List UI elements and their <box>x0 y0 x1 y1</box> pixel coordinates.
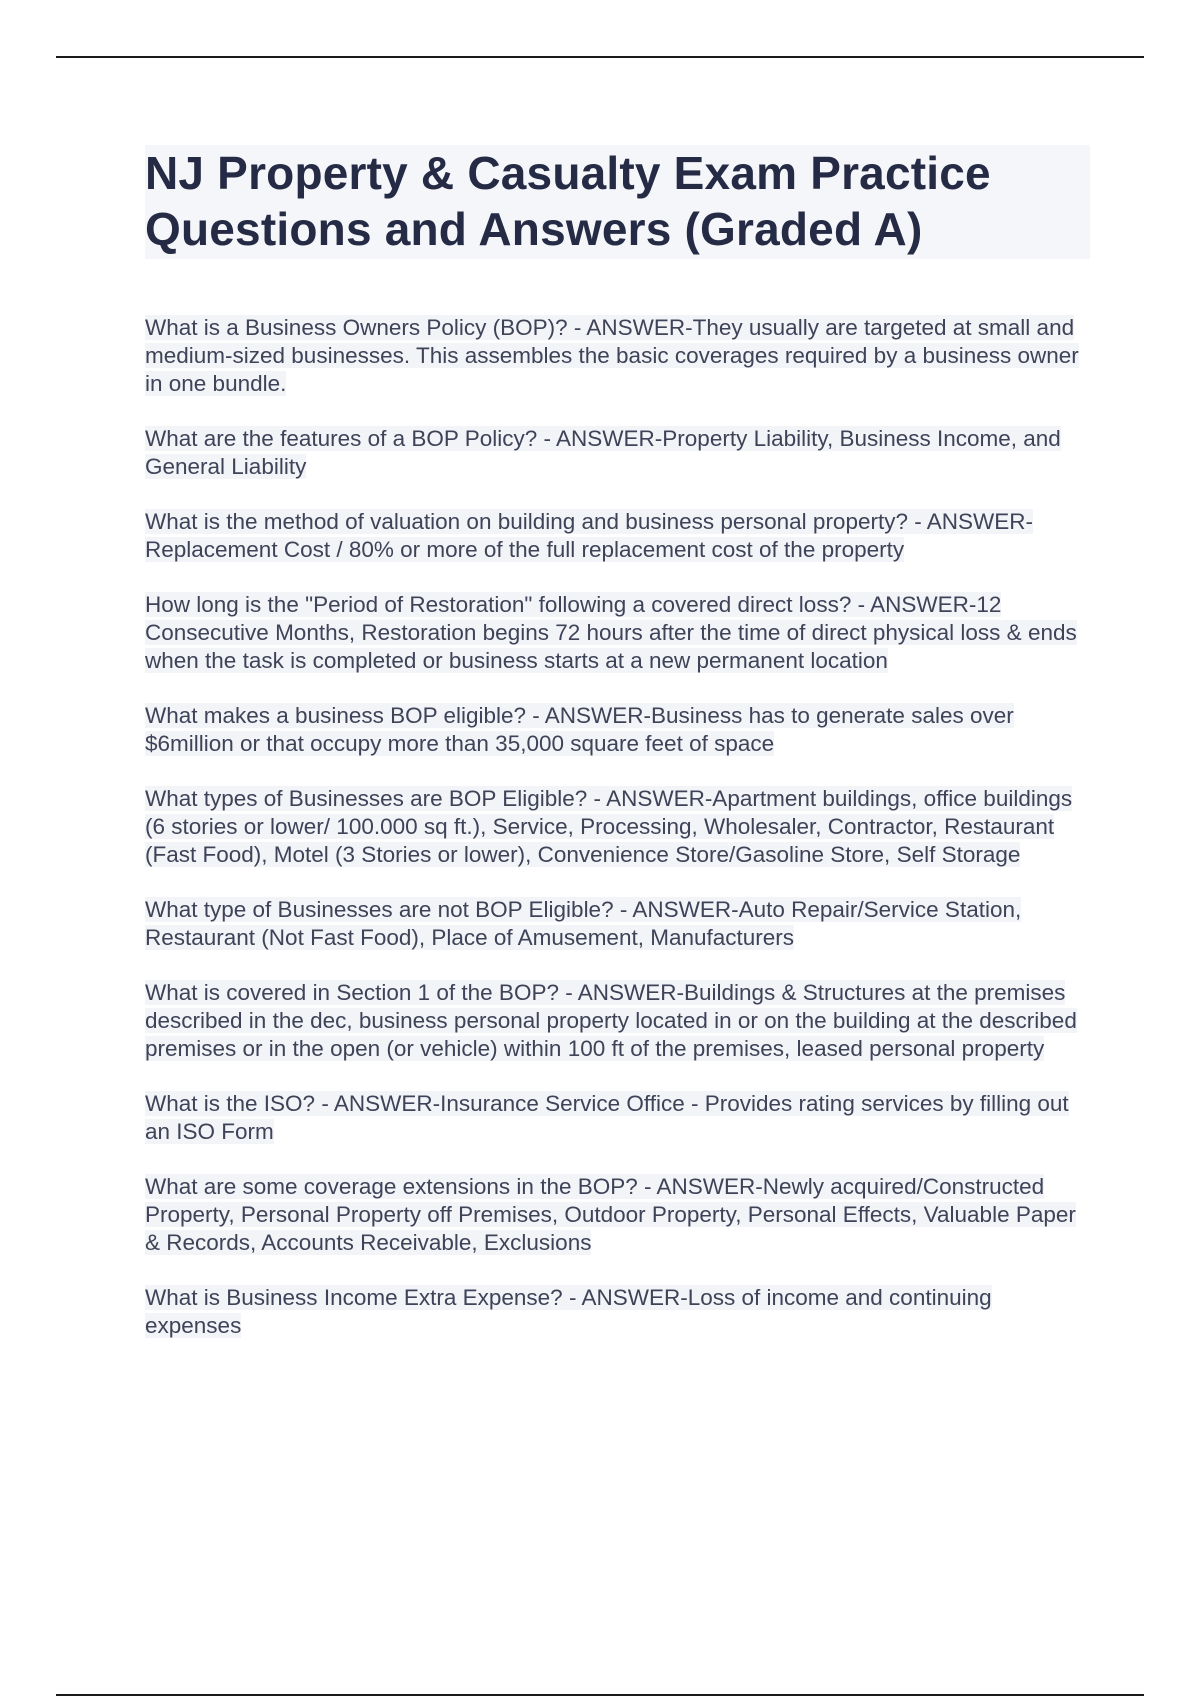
qa-text: How long is the "Period of Restoration" following a covered direct loss? - ANSWER-12 Consecutive Months, Restoration begins 72 hours after the time of direct physical loss & ends when the task is completed or business starts at a new permanent location <box>145 592 1077 673</box>
qa-item <box>145 425 1090 481</box>
qa-list <box>145 314 1090 1340</box>
qa-item <box>145 896 1090 952</box>
qa-text: What type of Businesses are not BOP Eligible? - ANSWER-Auto Repair/Service Station, Restaurant (Not Fast Food), Place of Amusement, Manufacturers <box>145 897 1022 950</box>
document-title: NJ Property & Casualty Exam Practice Questions and Answers (Graded A) <box>145 147 991 255</box>
qa-item <box>145 1090 1090 1146</box>
qa-text: What makes a business BOP eligible? - ANSWER-Business has to generate sales over $6million or that occupy more than 35,000 square feet of space <box>145 703 1014 756</box>
qa-text: What types of Businesses are BOP Eligible? - ANSWER-Apartment buildings, office buildings (6 stories or lower/ 100.000 sq ft.), Service, Processing, Wholesaler, Contractor, Restaurant (Fast Food), Motel (3 Stories or lower), Convenience Store/Gasoline Store, Self Storage <box>145 786 1073 867</box>
qa-item <box>145 979 1090 1063</box>
qa-text: What are the features of a BOP Policy? - ANSWER-Property Liability, Business Income, and General Liability <box>145 426 1061 479</box>
document-body <box>145 145 1090 1367</box>
qa-text: What is a Business Owners Policy (BOP)? - ANSWER-They usually are targeted at small and medium-sized businesses. This assembles the basic coverages required by a business owner in one bundle. <box>145 315 1079 396</box>
qa-text: What are some coverage extensions in the BOP? - ANSWER-Newly acquired/Constructed Property, Personal Property off Premises, Outdoor Property, Personal Effects, Valuable Paper & Records, Accounts Receivable, Exclusions <box>145 1174 1076 1255</box>
qa-item <box>145 702 1090 758</box>
title-block <box>145 145 1090 259</box>
qa-text: What is the ISO? - ANSWER-Insurance Service Office - Provides rating services by filling out an ISO Form <box>145 1091 1069 1144</box>
qa-item <box>145 508 1090 564</box>
qa-item <box>145 1173 1090 1257</box>
qa-text: What is Business Income Extra Expense? - ANSWER-Loss of income and continuing expenses <box>145 1285 992 1338</box>
qa-text: What is the method of valuation on building and business personal property? - ANSWER-Replacement Cost / 80% or more of the full replacement cost of the property <box>145 509 1033 562</box>
qa-item <box>145 1284 1090 1340</box>
qa-item <box>145 591 1090 675</box>
qa-text: What is covered in Section 1 of the BOP? - ANSWER-Buildings & Structures at the premises described in the dec, business personal property located in or on the building at the described premises or in the open (or vehicle) within 100 ft of the premises, leased personal property <box>145 980 1077 1061</box>
bottom-rule <box>56 1694 1144 1696</box>
top-rule <box>56 56 1144 58</box>
qa-item <box>145 314 1090 398</box>
qa-item <box>145 785 1090 869</box>
